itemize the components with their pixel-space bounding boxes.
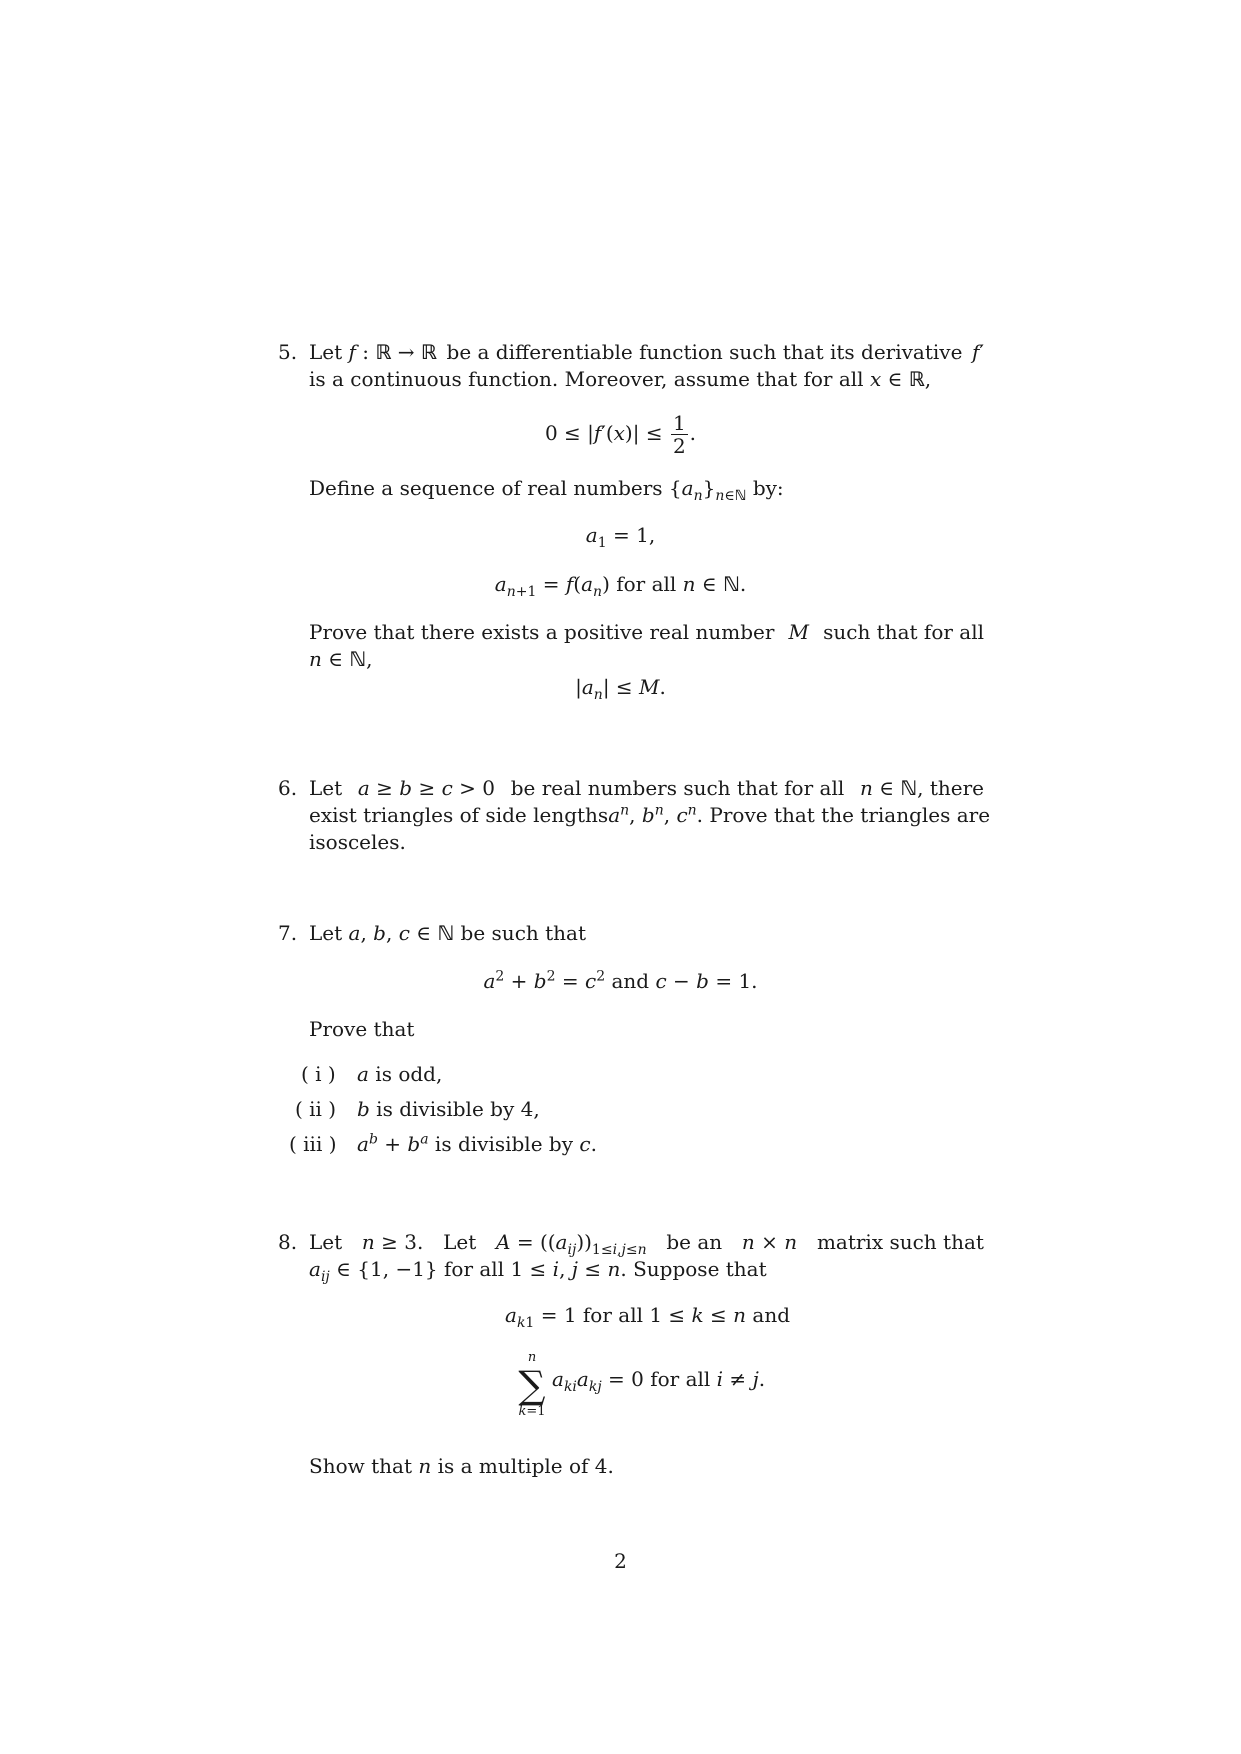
problem-5-eq-recurrence: $a_{n+1} = f(a_n)$ for all n ∈ ℕ. xyxy=(494,572,747,600)
problem-7-item-i-label: ( i ) xyxy=(301,1062,336,1086)
problem-5-define: Define a sequence of real numbers $\{a_n\}_{n\in ℕ}$ by: xyxy=(309,476,784,504)
problem-7-prove: Prove that xyxy=(309,1017,415,1041)
problem-5-inequality: 0 ≤ |f′(x)| ≤ $\frac{1}{2}$ . xyxy=(544,411,697,458)
problem-6-line-3: isosceles. xyxy=(309,830,406,854)
problem-7-equation: $a^2 + b^2 = c^2$ and c − b = 1. xyxy=(483,968,758,993)
problem-8-line-2: $a_{ij}$ ∈ {1, −1} for all 1 ≤ i, j ≤ n. Suppose that xyxy=(309,1257,767,1285)
problem-8-eq-2: $a_{ki}a_{kj} = 0$ for all i ≠ j. xyxy=(552,1367,766,1395)
problem-5-prove-line-2: n ∈ ℕ, xyxy=(309,647,373,671)
problem-7-item-iii-label: ( iii ) xyxy=(289,1132,337,1156)
problem-7-item-ii-label: ( ii ) xyxy=(295,1097,337,1121)
problem-7-line-1: Let a, b, c ∈ ℕ be such that xyxy=(309,921,587,945)
problem-7-item-i: a is odd, xyxy=(357,1062,443,1086)
problem-6-number: 6. xyxy=(278,776,298,800)
problem-8-summation-symbol: n ∑ k=1 xyxy=(518,1350,546,1419)
problem-5-number: 5. xyxy=(278,340,298,364)
problem-7-item-iii: $a^b + b^a$ is divisible by c. xyxy=(357,1131,597,1156)
problem-5-prove-line-1: Prove that there exists a positive real number M such that for all xyxy=(309,620,984,644)
problem-7-item-ii: b is divisible by 4, xyxy=(357,1097,540,1121)
problem-8-line-1: Let n ≥ 3. Let $A = ((a_{ij}))_{1\le i,j\le n}$ be an n × n matrix such that xyxy=(309,1230,984,1258)
problem-6-line-2: exist triangles of side lengths $a^n$, $b^n$, $c^n$ . Prove that the triangles are xyxy=(309,802,991,827)
problem-5-line-1: Let f : ℝ → ℝ be a differentiable function such that its derivative f′ xyxy=(309,340,984,364)
problem-7-number: 7. xyxy=(278,921,298,945)
page-number: 2 xyxy=(614,1549,627,1573)
problem-5-eq-a1: $a_1 = 1$, xyxy=(585,523,656,551)
problem-5-line-2: is a continuous function. Moreover, assume that for all x ∈ ℝ, xyxy=(309,367,932,391)
problem-8-show: Show that n is a multiple of 4. xyxy=(309,1454,614,1478)
problem-6-line-1: Let a ≥ b ≥ c > 0 be real numbers such that for all n ∈ ℕ, there xyxy=(309,776,984,800)
problem-8-eq-1: $a_{k1} = 1$ for all 1 ≤ k ≤ n and xyxy=(505,1303,791,1331)
problem-5-bound: $|a_n| \le M$. xyxy=(575,675,666,703)
problem-8-number: 8. xyxy=(278,1230,298,1254)
